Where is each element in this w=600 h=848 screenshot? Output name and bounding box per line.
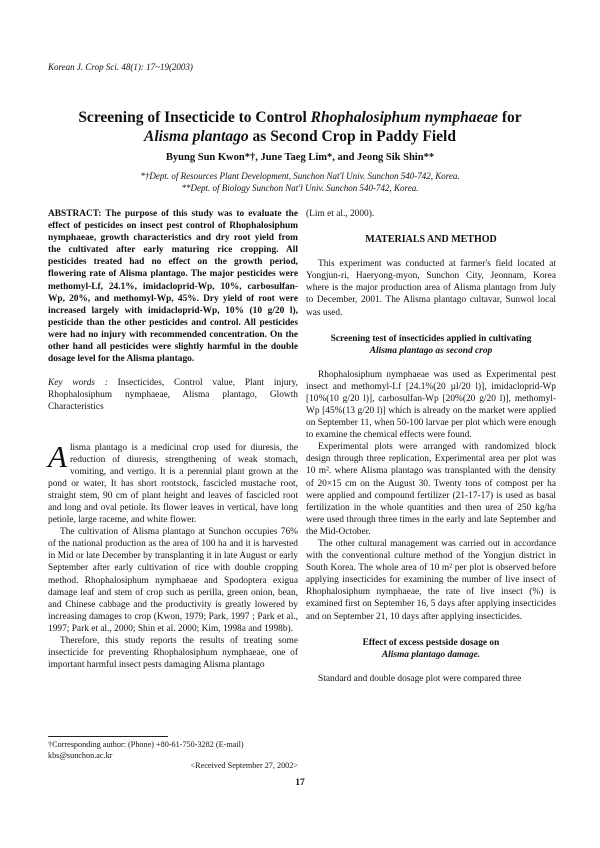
drop-cap: A bbox=[48, 438, 67, 474]
methods-paragraph-1: This experiment was conducted at farmer's field located at Yongjun-ri, Haeryong-myon, Sunchon City, Jeonnam, Korea where is the major production area of Alisma plantago from July to December, 2001. The Alisma plantago cultavar, Sunwol local was used. bbox=[306, 259, 556, 318]
section-heading: MATERIALS AND METHOD bbox=[365, 234, 497, 246]
continued-text: (Lim et al., 2000). bbox=[306, 209, 375, 219]
subsection-2-line1: Effect of excess pestside dosage on bbox=[362, 637, 500, 648]
affiliation-1: *†Dept. of Resources Plant Development, Sunchon Nat'l Univ. Sunchon 540-742, Korea. bbox=[140, 171, 460, 181]
title-plant: Alisma plantago bbox=[144, 128, 249, 145]
received-date: <Received September 27, 2002> bbox=[190, 761, 298, 770]
title-text: Screening of Insecticide to Control bbox=[78, 109, 311, 126]
affiliation-2: **Dept. of Biology Sunchon Nat'l Univ. Sunchon 540-742, Korea. bbox=[181, 183, 419, 193]
title-text-end: as Second Crop in Paddy Field bbox=[248, 128, 456, 145]
keywords-text: Insecticides, Control value, Plant injury, Rhophalosiphum nymphaeae, Alisma plantago, Glowth Characteristics bbox=[48, 378, 298, 413]
journal-citation: Korean J. Crop Sci. 48(1): 17~19(2003) bbox=[48, 62, 193, 72]
subsection-1-line2: Alisma plantago as second crop bbox=[369, 345, 493, 356]
affiliations bbox=[60, 170, 540, 194]
intro-paragraph-3: Therefore, this study reports the results of treating some insecticide for preventing Rhophalosiphum nymphaeae, one of important harmful insect pests damaging Alisma plantago bbox=[48, 636, 298, 671]
methods-paragraph-4: The other cultural management was carried out in accordance with the conventional culture method of the Yongjun district in South Korea. The whole area of 10 m² per plot is observed before applying insecticides for examining the number of live insect of Rhophalosiphum nymphaeae, the rate of live insect (%) is examined first on September 16, 5 days after applying insecticides and on September 21, 10 days after applying insecticides. bbox=[306, 538, 556, 622]
intro-p1-text: lisma plantago is a medicinal crop used for diuresis, the reduction of diuresis, strengthening of weak stomach, vomiting, and vertigo. It is a perennial plant grown at the pond or water, It has short rootstock, fascicled mustache root, straight stem, 90 cm of plant height and leaves of fascicled root and long and oval petiole. Its flower leaves in vertical, have long petiole, large raceme, and white flower. bbox=[48, 442, 298, 526]
subsection-2-line2: Alisma plantago damage. bbox=[381, 649, 481, 660]
subsection-heading-1 bbox=[306, 333, 556, 357]
footnote bbox=[48, 736, 298, 772]
subsection-heading-2 bbox=[306, 637, 556, 661]
intro-paragraph-1 bbox=[48, 438, 298, 527]
abstract: ABSTRACT: The purpose of this study was to evaluate the effect of pesticides on insect pest control of Rhophalosiphum nymphaeae, growth characteristics and dry root yield from the cultivated after early maturing rice cropping. All pesticides treated had no effect on the growth period, flowering rate of Alisma plantago. The major pesticides were methomyl-Lf, 24.1%, imidacloprid-Wp, 10%, carbosulfan-Wp, 20%, and methomyl-Wp, 45%. Dry yield of root were increased largely with imidacloprid-Wp, 10% (10 g/20 l), pesticide than the other pesticides and control. All pesticides were had no injury with recommended concentration. On the other hand all pesticides were slightly harmful in the double dosage level for the Alisma plantago. bbox=[48, 209, 298, 365]
methods-paragraph-3: Experimental plots were arranged with randomized block design through three replication, Experimental area per plot was 10 m². where Alisma plantago was transplanted with the density of 20×15 cm on the August 30. Twenty tons of compost per ha were applied and compound fertilizer (21-17-17) is used as basal fertilization in the whole quantities and then urea of 250 kg/ha were used through three times in the early and late September and the Mid-October. bbox=[306, 442, 556, 537]
corresponding-author: †Corresponding author: (Phone) +80-61-750-3282 (E-mail) kbs@sunchon.ac.kr bbox=[48, 740, 244, 760]
paper-title bbox=[60, 108, 540, 146]
author-list: Byung Sun Kwon*†, June Taeg Lim*, and Jeong Sik Shin** bbox=[165, 152, 435, 163]
intro-paragraph-2: The cultivation of Alisma plantago at Sunchon occupies 76% of the national production as the area of 100 ha and it is harvested in Mid or late December by transplanting it in late August or early September after early cultivation of rice with double cropping method. Rhophalosiphum nymphaeae and Spodoptera exigua damage leaf and stem of crop such as perilla, green onion, bean, and Chinese cabbage and the productivity is greatly lowered by increasing damages to crop (Kwon, 1979; Park, 1997 ; Park et al., 1997; Park et al., 2000; Shin et al. 2000; Kim, 1998a and 1998b). bbox=[48, 527, 298, 634]
page-number: 17 bbox=[295, 778, 305, 788]
methods-paragraph-2: Rhophalosiphum nymphaeae was used as Experimental pest insect and methomyl-Lf [24.1%(20 µl/20 l)], imidacloprid-Wp [10%(10 g/20 l)], carbosulfan-Wp [20%(20 g/20 l)], methomyl-Wp [45%(13 g/20 l)] which is already on the market were applied on September 11, when 50-100 larvae per plot which were enough to examine the chemical effects were found. bbox=[306, 369, 556, 441]
right-column bbox=[306, 208, 556, 685]
footnote-rule bbox=[48, 736, 168, 737]
title-text-suffix: for bbox=[498, 109, 522, 126]
subsection-1-line1: Screening test of insecticides applied in cultivating bbox=[330, 333, 532, 344]
left-column bbox=[48, 208, 298, 671]
methods-paragraph-5: Standard and double dosage plot were compared three bbox=[318, 673, 522, 684]
keywords bbox=[48, 377, 298, 413]
title-species: Rhophalosiphum nymphaeae bbox=[310, 109, 498, 126]
keywords-label: Key words : bbox=[48, 378, 108, 389]
